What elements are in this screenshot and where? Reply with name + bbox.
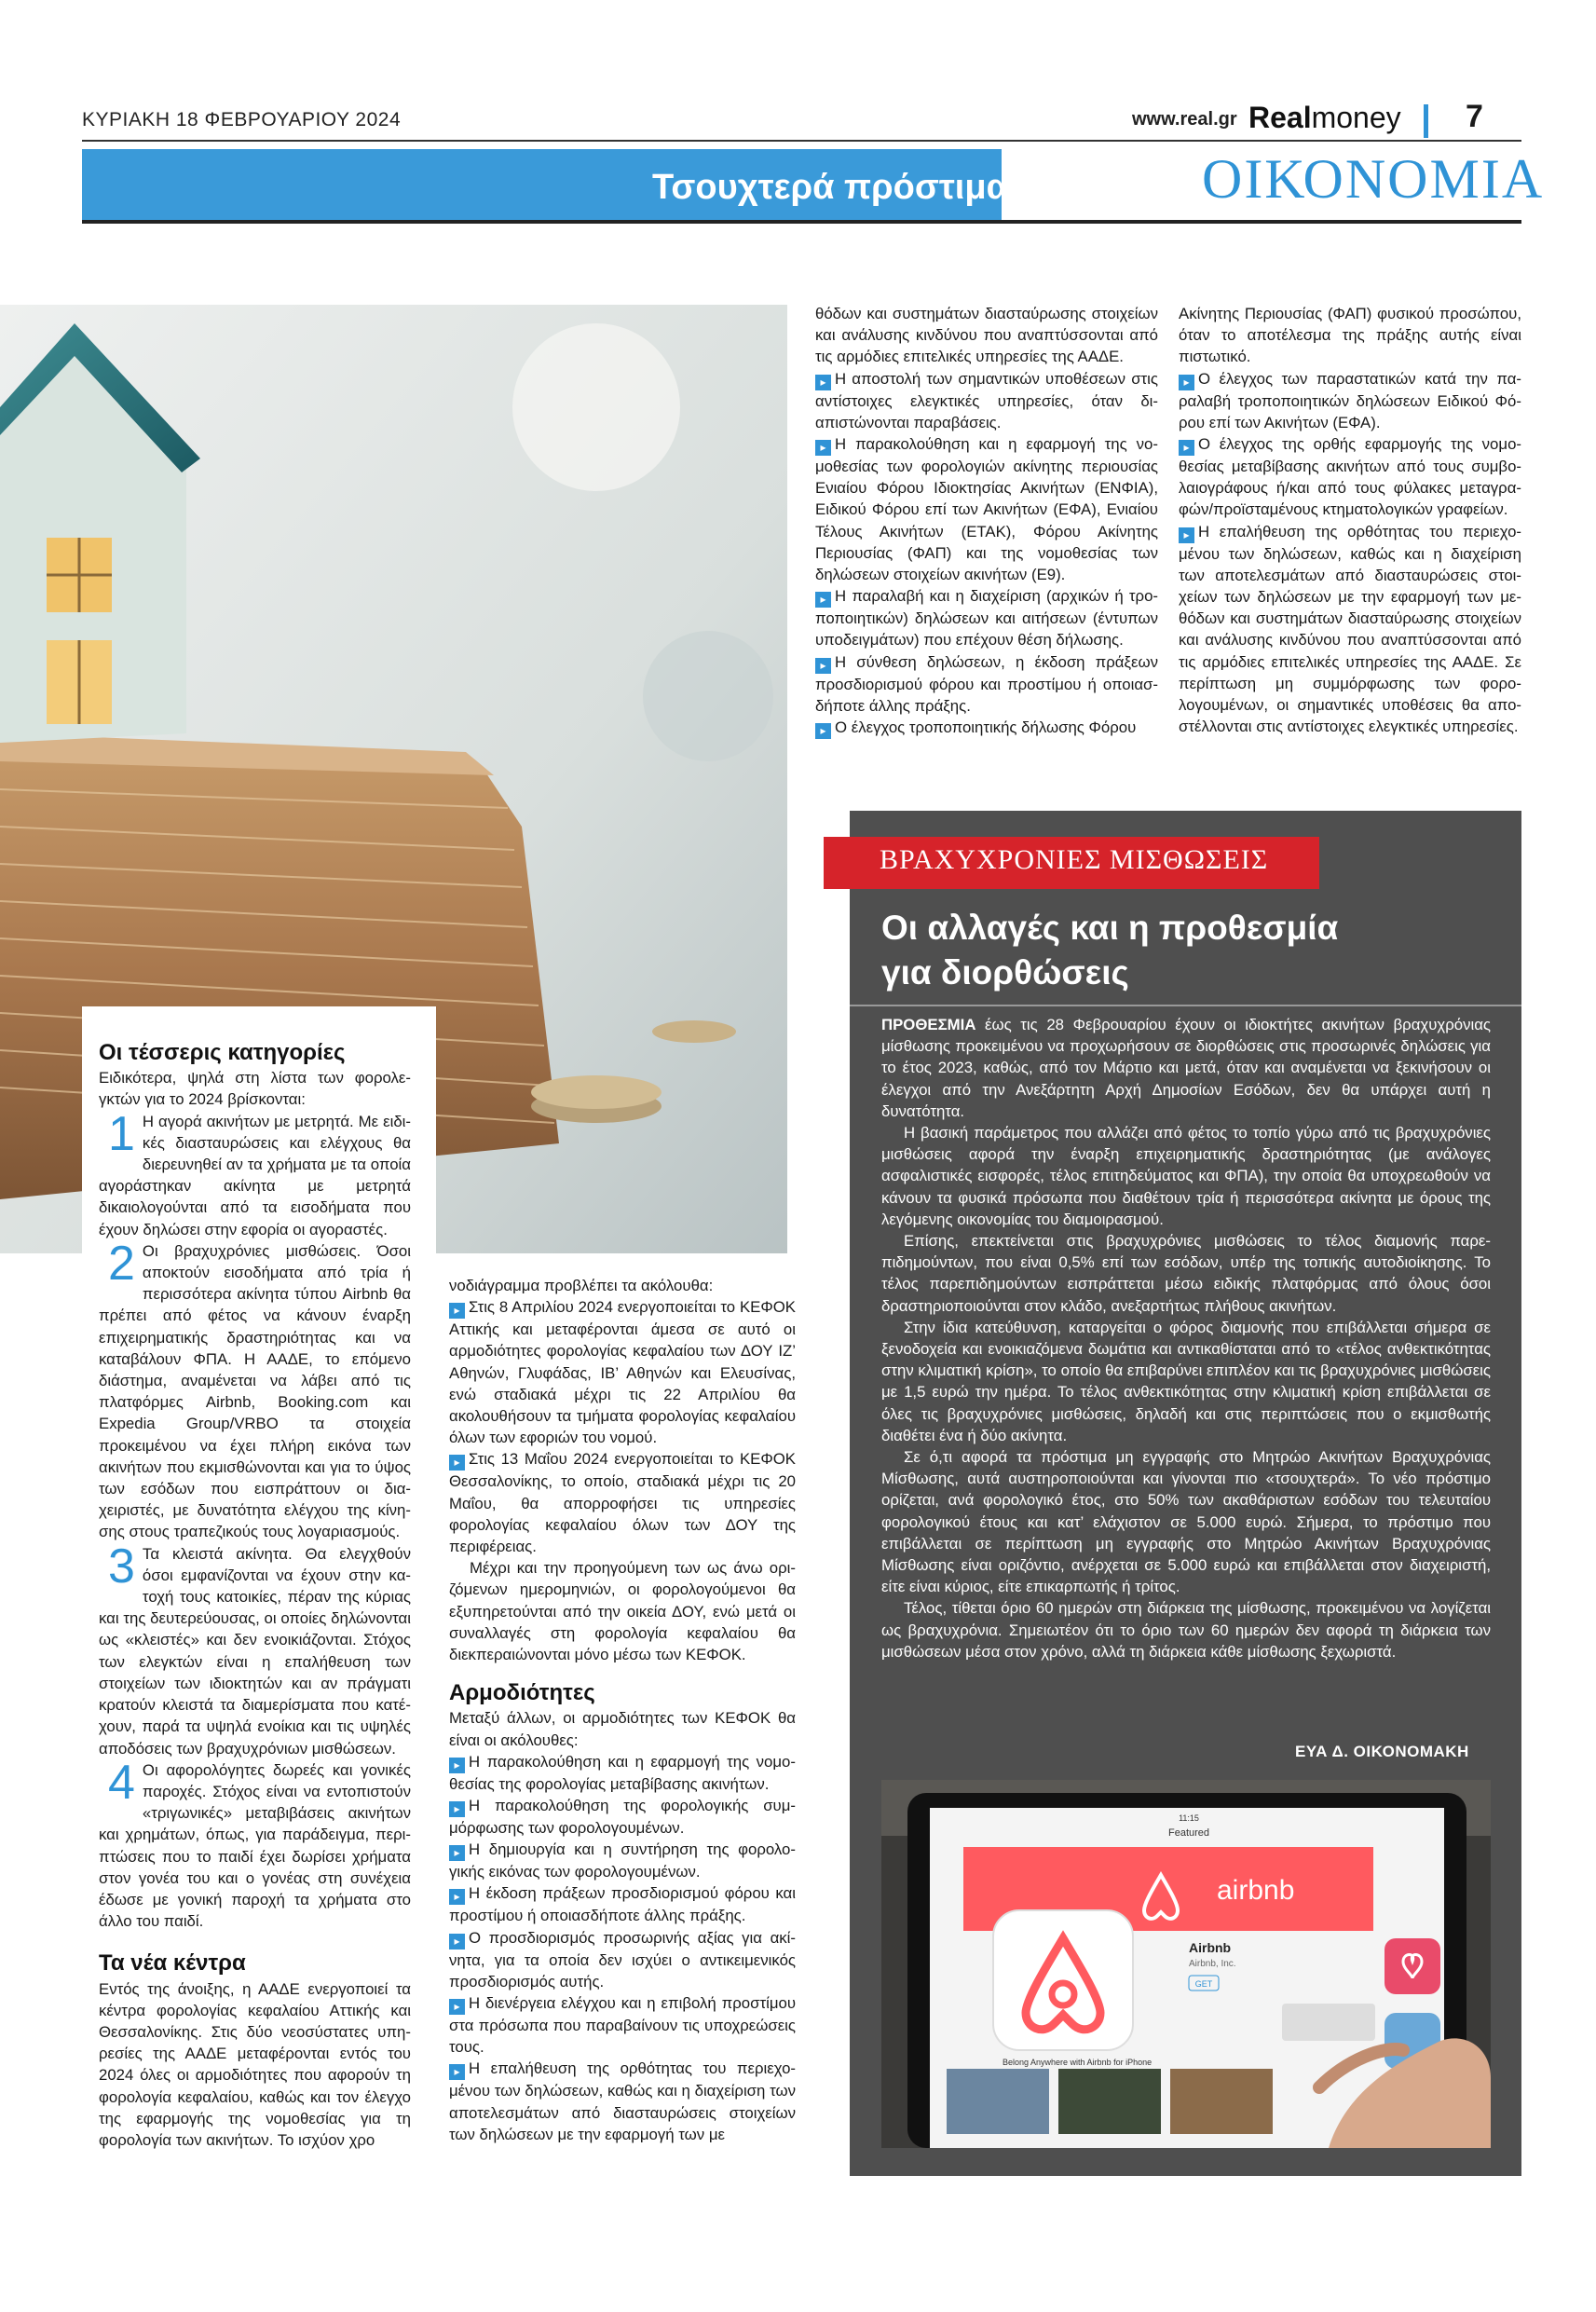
box-paragraph: Η βασική παράμετρος που αλλάζει από φέτος το τοπίο γύρω από τις βραχυχρόνιες μισθώσεις αφορά την έναρξη επιχειρηματικής δραστηριότητας (με ανάλογες ασφαλιστικές εισφορές, τέλος επιτηδεύματος και ΦΠΑ), την οποία θα υποχρεωθούν να κάνουν τα φυσικά πρόσωπα που διαθέτουν τρία ή περισσότερα ακίνητα με όρους της λεγόμενης οικονομίας του διαμοιρασμού. xyxy=(881,1124,1491,1228)
new-centers-heading: Τα νέα κέντρα xyxy=(99,1950,246,1977)
responsibilities-intro: Μεταξύ άλλων, οι αρμοδιότητες των ΚΕΦΟΚ θα είναι οι ακόλουθες: xyxy=(449,1709,796,1749)
timeline-intro: νοδιάγραμμα προβλέπει τα ακόλουθα: xyxy=(449,1277,714,1294)
arrow-icon: ▸ xyxy=(815,658,831,674)
category-item xyxy=(99,1236,411,1543)
arrow-icon: ▸ xyxy=(449,1889,465,1905)
top-right-column xyxy=(1179,303,1521,737)
timeline-paragraph: Μέχρι και την προηγούμενη των ως άνω οριζόμενων ημερομηνιών, οι φορολογούμενοι θα εξυπηρετούνται από την οικεία ΔΟΥ, ενώ μετά οι συναλλαγές στη φορολογία κεφαλαίου θα διεκπεραιώνονται μόνο μέσω των ΚΕΦΟΚ. xyxy=(449,1559,796,1664)
box-paragraph: Τέλος, τίθεται όριο 60 ημερών στη διάρκεια της μίσθωσης, προκειμένου να λογίζεται ως βραχυχρόνια. Σημειωτέον ότι το όριο των 60 ημερών δεν αφορά τη διάρκεια των μισθώσεων μέσα στον χρόνο, αλλά τη διάρκεια κάθε μίσθωσης ξεχωριστά. xyxy=(881,1599,1491,1661)
responsibility-bullet: ▸ Η παρακολούθηση και η εφαρμογή της νομοθεσίας των φορολογιών ακίνητης περιουσίας Ενιαίου Φόρου Ιδιοκτησίας Ακινήτων (ΕΝΦΙΑ), Ειδικού Φόρου επί των Ακινήτων (ΕΦΑ), Ενιαίου Τέλους Ακινήτων (ΕΤΑΚ), Φόρου Ακίνητης Περιουσίας (ΦΑΠ) και της νομοθεσίας των δηλώσεων στοιχείων ακινήτων (Ε9). xyxy=(815,435,1158,584)
new-centers-text: Εντός της άνοιξης, η ΑΑΔΕ ενεργοποιεί τα κέντρα φορολογίας κεφαλαίου Αττικής και Θεσσαλονίκης. Στις δύο νεοσύστατες υπηρεσίες της ΑΑΔΕ μεταφέρονται εντός του 2024 όλες οι αρμοδιότητες που αφορούν τη φορολογία κεφαλαίου, καθώς και τον έλεγχο της εφαρμογής της νομοθεσίας για τη φορολογία των ακινήτων. Το ισχύον χρο xyxy=(99,1979,411,2149)
app-company: Airbnb, Inc. xyxy=(1189,1959,1236,1969)
responsibility-bullet: ▸ Η διενέργεια ελέγχου και η επιβολή προστίμου στα πρόσωπα που παραβαίνουν τις υποχρεώσεις τους. xyxy=(449,1994,796,2057)
category-item xyxy=(99,1539,411,1759)
arrow-icon: ▸ xyxy=(449,2064,465,2080)
site-url[interactable]: www.real.gr xyxy=(1132,109,1237,130)
category-text: Τα κλειστά ακίνητα. Θα ελεγχθούν όσοι εμφανίζονται να έχουν στην κατοχή τους κατοικίες, πέραν της κύριας και της δευτερεύουσας, οι οποίες δηλώνονται ως «κλειστές» και δεν ενοικιάζονται. Στόχος των ελεγκτών είναι η επαλήθευση των στοιχείων των ιδιοκτητών και αν πράγματι κρατούν κλειστά τα διαμερίσματα που κατέχουν, παρά τα υψηλά ενοίκια και τις υψηλές αποδόσεις των βραχυχρόνιων μισθώσεων. xyxy=(99,1544,411,1758)
box-paragraph: Σε ό,τι αφορά τα πρόστιμα μη εγγραφής στο Μητρώο Ακινήτων Βραχυχρόνιας Μίσθωσης, αυτά αυστηροποιούνται και γίνονται πιο «τσουχτερά». Το νέο πρόστιμο ορίζεται, ανά φορολογικό έτος, στο 50% των ακαθάριστων εσόδων του τελευταίου φορολογικού έτους και κατ’ ελάχιστον σε 5.000 ευρώ. Σήμερα, το πρόστιμο που επιβάλλεται σε περίπτωση μη εγγραφής στο Μητρώο Ακινήτων Βραχυχρόνιας Μίσθωσης είναι οριζόντιο, ανέρχεται σε 5.000 ευρώ και επιβάλλεται στον διαχειριστή, είτε είναι κύριος, είτε επικαρπωτής ή τρίτος. xyxy=(881,1448,1491,1596)
header-bottom-rule xyxy=(82,220,1521,224)
category-number: 4 xyxy=(108,1755,135,1810)
get-button[interactable]: GET xyxy=(1194,1979,1213,1989)
box-paragraph: ΠΡΟΘΕΣΜΙΑ έως τις 28 Φεβρουαρίου έχουν οι ιδιοκτήτες ακινήτων βραχυχρόνιας μίσθωσης προκειμένου να προχωρήσουν σε διορθώσεις στις προσωρινές δηλώσεις για το έτος 2023, καθώς, από τον Μάρτιο και μετά, όταν και αναμένεται να ξεκινήσουν οι έλεγχοι από την Ανεξάρτητη Αρχή Δημοσίων Εσόδων, δεν θα υπάρχει αυτή η δυνατότητα. xyxy=(881,1016,1491,1120)
category-text: Οι αφορολόγητες δωρεές και γονικές παροχές. Στόχος είναι να εντοπιστούν «τριγωνικές» μεταβιβάσεις ακινήτων και χρημάτων, όπως, για παράδειγμα, περιπτώσεις που το παιδί έχει δωρίσει χρήματα στον γονέα του και ο γονέας στη συνέχεια έδωσε με γονική παροχή τα χρήματα στο άλλο του παιδί. xyxy=(99,1760,411,1931)
responsibility-bullet: ▸ Η έκδοση πράξεων προσδιορισμού φόρου και προστίμου ή οποιασδήποτε άλλης πράξης. xyxy=(449,1884,796,1925)
arrow-icon: ▸ xyxy=(815,375,831,390)
left-column xyxy=(99,1042,411,2151)
arrow-icon: ▸ xyxy=(815,440,831,456)
responsibility-bullet: ▸ Η επαλήθευση της ορθότητας του περιεχομένου των δηλώσεων, καθώς και η διαχείριση των αποτελεσμάτων από διασταυρώσεις στοιχείων των δηλώσεων με την εφαρμογή των μεθόδων και συστημάτων διασταύρωσης στοιχείων και ανάλυσης κινδύνου που αναπτύσσονται από τις αρμόδιες επιτελικές υπηρεσίες της ΑΑΔΕ. Σε περίπτωση μη συμμόρφωσης των φορολογουμένων, οι σημαντικές υποθέσεις θα αποστέλλονται στις αντίστοιχες ελεγκτικές υπηρεσίες. xyxy=(1179,522,1521,736)
arrow-icon: ▸ xyxy=(815,592,831,608)
author-byline: ΕΥΑ Δ. ΟΙΚΟΝΟΜΑΚΗ xyxy=(1295,1743,1469,1760)
status-time: 11:15 xyxy=(1179,1813,1199,1823)
page-headline: Τσουχτερά πρόστιμα xyxy=(652,168,1008,207)
responsibilities-heading: Αρμοδιότητες xyxy=(449,1680,595,1706)
middle-column xyxy=(449,1275,796,2145)
responsibility-bullet: ▸ Ο προσδιορισμός προσωρινής αξίας για ακίνητα, για τα οποία δεν ισχύει ο αντικειμενικός προσδιορισμός αυτής. xyxy=(449,1928,796,1991)
continued-text: θόδων και συστημάτων διασταύρωσης στοιχείων και ανάλυσης κινδύνου που αναπτύσσονται από τις αρμόδιες επιτελικές υπηρεσίες της ΑΑΔΕ. xyxy=(815,305,1158,366)
store-tab-featured[interactable]: Featured xyxy=(1167,1827,1210,1839)
hero-caption: Belong Anywhere with Airbnb for iPhone xyxy=(1003,2058,1153,2067)
categories-heading: Οι τέσσερις κατηγορίες xyxy=(99,1040,346,1065)
box-paragraph: Στην ίδια κατεύθυνση, καταργείται ο φόρος διαμονής που επιβάλλεται σήμερα σε ξενοδοχεία και ενοικιαζόμενα δωμάτια και αντικαθίσταται από το «τέλος ανθεκτικότητας στην κλιματική κρίση», το οποίο θα επιβαρύνει επιπλέον και τις βραχυχρόνιες μισθώσεις με 1,5 ευρώ την ημέρα. Το τέλος ανθεκτικότητας στην κλιματική κρίση επιβάλλεται σε όλες τις βραχυχρόνιες μισθώσεις, δηλαδή και στις περιπτώσεις που ο εκμισθωτής διαθέτει ένα ή δύο ακίνητα. xyxy=(881,1318,1491,1444)
responsibility-bullet: ▸ Η σύνθεση δηλώσεων, η έκδοση πράξεων προσδιορισμού φόρου και προστίμου ή οποιασδήποτε άλλης πράξης. xyxy=(815,652,1158,715)
category-number: 3 xyxy=(108,1539,135,1594)
tablet-airbnb-photo xyxy=(881,1780,1491,2148)
arrow-icon: ▸ xyxy=(815,723,831,739)
responsibility-bullet: ▸ Η επαλήθευση της ορθότητας του περιεχομένου των δηλώσεων, καθώς και η διαχείριση των αποτελεσμάτων από διασταυρώσεις στοιχείων των δηλώσεων με την εφαρμογή των με xyxy=(449,2059,796,2143)
top-middle-column xyxy=(815,303,1158,739)
category-text: Η αγορά ακινήτων με μετρητά. Με ειδικές διασταυρώσεις και ελέγχους θα διερευνηθεί αν τα χρήματα με τα οποία αγοράστηκαν ακίνητα με μετρητά δικαιολογούνται από τα εισοδήματα που έχουν δηλώσει στην εφορία οι αγοραστές. xyxy=(99,1112,411,1238)
category-item xyxy=(99,1755,411,1933)
arrow-icon: ▸ xyxy=(1179,375,1194,390)
responsibility-bullet: ▸ Η αποστολή των σημαντικών υποθέσεων στις αντίστοιχες ελεγκτικές υπηρεσίες, όταν διαπιστώνονται παραβάσεις. xyxy=(815,369,1158,431)
box-paragraph: Επίσης, επεκτείνεται στις βραχυχρόνιες μισθώσεις το τέλος διαμονής παρεπιδημούντων, που είναι 0,5% επί των εσόδων, υπέρ της τοπικής αυτοδιοίκησης. Το τέλος παρεπιδημούντων εισπράττεται μέσω ειδικής πλατφόρμας από όλους όσοι δραστηριοποιούνται στον κλάδο, ανεξαρτήτως πλήθους ακινήτων. xyxy=(881,1232,1491,1315)
arrow-icon: ▸ xyxy=(1179,527,1194,543)
responsibility-bullet: ▸ Ο έλεγχος τροποποιητικής δήλωσης Φόρου xyxy=(815,717,1158,739)
header-rule xyxy=(82,140,1521,142)
brand-logo: Realmoney xyxy=(1248,101,1401,134)
continued-text: Ακίνητης Περιουσίας (ΦΑΠ) φυσικού προσώπου, όταν το αποτέλεσμα της πράξης αυτής είναι πιστωτικό. xyxy=(1179,305,1521,366)
page-number: 7 xyxy=(1466,99,1483,134)
responsibility-bullet: ▸ Ο έλεγχος της ορθής εφαρμογής της νομοθεσίας μεταβίβασης ακινήτων από τους συμβολαιογράφους ή/και από τους φύλακες μεταγραφών/προϊσταμένους κτηματολογικών γραφείων. xyxy=(1179,435,1521,519)
category-text: Οι βραχυχρόνιες μισθώσεις. Όσοι αποκτούν εισοδήματα από τρία ή περισσότερα ακίνητα τύπου Airbnb θα πρέπει από φέτος να κάνουν έναρξη επιχειρηματικής δραστηριότητας και να καταβάλουν ΦΠΑ. Η ΑΑΔΕ, το επόμενο διάστημα, αναμένεται να λάβει από τις πλατφόρμες Airbnb, Booking.com και Expedia Group/VRBO τα στοιχεία προκειμένου να έχει πλήρη εικόνα των ακινήτων που εκμισθώνονται και για το ύψος των εσόδων που εισπράττουν οι διαχειριστές, με δυνατότητα ελέγχου της κίνησης στους τραπεζικούς τους λογαριασμούς. xyxy=(99,1241,411,1541)
header-divider xyxy=(1424,104,1428,138)
arrow-icon: ▸ xyxy=(449,1999,465,2015)
arrow-icon: ▸ xyxy=(449,1934,465,1949)
category-item xyxy=(99,1106,411,1240)
responsibility-bullet: ▸ Η παραλαβή και η διαχείριση (αρχικών ή τροποποιητικών) δηλώσεων και αιτήσεων (έντυπων υποδειγμάτων) που επέχουν θέση δήλωσης. xyxy=(815,587,1158,650)
responsibility-bullet: ▸ Η δημιουργία και η συντήρηση της φορολογικής εικόνας των φορολογουμένων. xyxy=(449,1840,796,1881)
arrow-icon: ▸ xyxy=(449,1845,465,1861)
box-tag: ΒΡΑΧΥΧΡΟΝΙΕΣ ΜΙΣΘΩΣΕΙΣ xyxy=(824,837,1319,889)
timeline-bullet: ▸ Στις 13 Μαΐου 2024 ενεργοποιείται το ΚΕΦΟΚ Θεσσαλονίκης, το οποίο, σταδιακά μέχρι τις 20 Μαΐου, θα απορροφήσει τις υπηρεσίες φορολογίας κεφαλαίου όλων των ΔΟΥ της περιφέρειας. xyxy=(449,1450,796,1556)
category-number: 2 xyxy=(108,1236,135,1291)
arrow-icon: ▸ xyxy=(449,1801,465,1817)
box-rule xyxy=(850,1005,1521,1006)
responsibility-bullet: ▸ Ο έλεγχος των παραστατικών κατά την παραλαβή τροποποιητικών δηλώσεων Ειδικού Φόρου επί των Ακινήτων (ΕΦΑ). xyxy=(1179,369,1521,431)
app-name: Airbnb xyxy=(1189,1940,1232,1955)
category-number: 1 xyxy=(108,1106,135,1161)
issue-date: ΚΥΡΙΑΚΗ 18 ΦΕΒΡΟΥΑΡΙΟΥ 2024 xyxy=(82,109,402,130)
arrow-icon: ▸ xyxy=(449,1303,465,1319)
section-label: ΟΙΚΟΝΟΜΙΑ xyxy=(1202,148,1545,210)
arrow-icon: ▸ xyxy=(449,1758,465,1773)
arrow-icon: ▸ xyxy=(449,1455,465,1471)
timeline-bullet: ▸ Στις 8 Απριλίου 2024 ενεργοποιείται το ΚΕΦΟΚ Αττικής και μεταφέρονται άμεσα σε αυτό οι αρμοδιότητες φορολογίας κεφαλαίου των ΔΟΥ ΙΖ’ Αθηνών, Γλυφάδας, ΙΒ’ Αθηνών και Ελευσίνας, ενώ σταδιακά μέχρι τις 22 Απριλίου θα ακολουθήσουν τα τμήματα φορολογίας κεφαλαίου όλων των εφοριών του νομού. xyxy=(449,1298,796,1447)
box-title: Οι αλλαγές και η προθεσμία για διορθώσεις xyxy=(881,909,1339,992)
responsibility-bullet: ▸ Η παρακολούθηση και η εφαρμογή της νομοθεσίας της φορολογίας μεταβίβασης ακινήτων. xyxy=(449,1752,796,1793)
box-body xyxy=(881,1014,1491,1662)
responsibility-bullet: ▸ Η παρακολούθηση της φορολογικής συμμόρφωσης των φορολογουμένων. xyxy=(449,1797,796,1838)
arrow-icon: ▸ xyxy=(1179,440,1194,456)
categories-intro: Ειδικότερα, ψηλά στη λίστα των φορολεγκτών για το 2024 βρίσκονται: xyxy=(99,1069,411,1109)
hero-brand: airbnb xyxy=(1217,1875,1295,1906)
